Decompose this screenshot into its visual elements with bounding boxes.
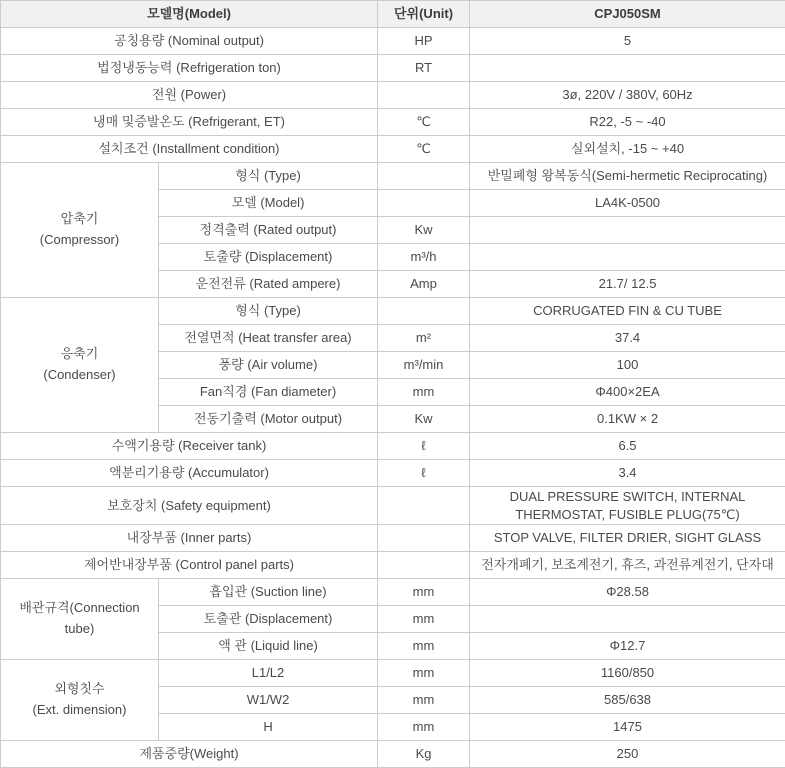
unit-cell: ℃	[378, 109, 470, 136]
table-row	[1, 163, 785, 190]
spec-label-cell: 제어반내장부품 (Control panel parts)	[1, 552, 378, 579]
section-subtitle: (Condenser)	[5, 365, 154, 386]
header-model-cell: 모델명(Model)	[1, 1, 378, 28]
table-row	[1, 82, 785, 109]
section-cell-ext-dimension	[1, 660, 159, 741]
value-cell: 전자개폐기, 보조계전기, 휴즈, 과전류계전기, 단자대	[470, 552, 785, 579]
table-row	[1, 433, 785, 460]
value-cell: R22, -5 ~ -40	[470, 109, 785, 136]
spec-label-cell: 토출량 (Displacement)	[159, 244, 378, 271]
value-cell	[470, 606, 785, 633]
spec-label-cell: 형식 (Type)	[159, 163, 378, 190]
value-cell: 37.4	[470, 325, 785, 352]
value-cell: DUAL PRESSURE SWITCH, INTERNAL THERMOSTAT, FUSIBLE PLUG(75℃)	[470, 487, 785, 525]
spec-label-cell: 운전전류 (Rated ampere)	[159, 271, 378, 298]
section-title: 응축기	[5, 344, 154, 365]
spec-label-cell: 형식 (Type)	[159, 298, 378, 325]
value-cell: 250	[470, 741, 785, 768]
unit-cell	[378, 525, 470, 552]
value-cell: 3.4	[470, 460, 785, 487]
unit-cell: m³/h	[378, 244, 470, 271]
value-cell: 1475	[470, 714, 785, 741]
unit-cell: Kw	[378, 406, 470, 433]
spec-label-cell: L1/L2	[159, 660, 378, 687]
spec-label-cell: 냉매 및증발온도 (Refrigerant, ET)	[1, 109, 378, 136]
unit-cell: Amp	[378, 271, 470, 298]
value-cell: Φ400×2EA	[470, 379, 785, 406]
spec-label-cell: 전원 (Power)	[1, 82, 378, 109]
table-row	[1, 552, 785, 579]
unit-cell: RT	[378, 55, 470, 82]
header-unit-cell: 단위(Unit)	[378, 1, 470, 28]
value-cell: 실외설치, -15 ~ +40	[470, 136, 785, 163]
table-row	[1, 109, 785, 136]
unit-cell: mm	[378, 660, 470, 687]
unit-cell: mm	[378, 579, 470, 606]
header-value-cell: CPJ050SM	[470, 1, 785, 28]
unit-cell	[378, 487, 470, 525]
spec-label-cell: 법정냉동능력 (Refrigeration ton)	[1, 55, 378, 82]
table-row	[1, 741, 785, 768]
unit-cell: ℓ	[378, 433, 470, 460]
spec-label-cell: 수액기용량 (Receiver tank)	[1, 433, 378, 460]
value-cell: Φ28.58	[470, 579, 785, 606]
value-cell: 6.5	[470, 433, 785, 460]
table-row	[1, 136, 785, 163]
spec-label-cell: 모델 (Model)	[159, 190, 378, 217]
value-cell: Φ12.7	[470, 633, 785, 660]
unit-cell: Kw	[378, 217, 470, 244]
table-row	[1, 487, 785, 525]
value-cell	[470, 244, 785, 271]
value-cell: LA4K-0500	[470, 190, 785, 217]
spec-label-cell: 액분리기용량 (Accumulator)	[1, 460, 378, 487]
spec-label-cell: 공칭용량 (Nominal output)	[1, 28, 378, 55]
value-cell: 3ø, 220V / 380V, 60Hz	[470, 82, 785, 109]
section-title: 배관규격(Connection	[5, 598, 154, 619]
table-row	[1, 660, 785, 687]
unit-cell: ℓ	[378, 460, 470, 487]
spec-label-cell: 흡입관 (Suction line)	[159, 579, 378, 606]
table-row	[1, 579, 785, 606]
value-cell: 1160/850	[470, 660, 785, 687]
table-row	[1, 525, 785, 552]
value-cell: CORRUGATED FIN & CU TUBE	[470, 298, 785, 325]
unit-cell: mm	[378, 687, 470, 714]
unit-cell: mm	[378, 379, 470, 406]
unit-cell: m³/min	[378, 352, 470, 379]
spec-label-cell: H	[159, 714, 378, 741]
spec-label-cell: 토출관 (Displacement)	[159, 606, 378, 633]
spec-label-cell: 풍량 (Air volume)	[159, 352, 378, 379]
table-row	[1, 298, 785, 325]
section-cell-condenser	[1, 298, 159, 433]
spec-label-cell: 제품중량(Weight)	[1, 741, 378, 768]
section-subtitle: tube)	[5, 619, 154, 640]
value-cell: 반밀폐형 왕복동식(Semi-hermetic Reciprocating)	[470, 163, 785, 190]
section-subtitle: (Compressor)	[5, 230, 154, 251]
spec-label-cell: 설치조건 (Installment condition)	[1, 136, 378, 163]
header-row	[1, 1, 785, 28]
spec-label-cell: 액 관 (Liquid line)	[159, 633, 378, 660]
unit-cell	[378, 163, 470, 190]
section-title: 외형칫수	[5, 679, 154, 700]
unit-cell: HP	[378, 28, 470, 55]
section-subtitle: (Ext. dimension)	[5, 700, 154, 721]
table-row	[1, 55, 785, 82]
unit-cell	[378, 190, 470, 217]
section-cell-compressor	[1, 163, 159, 298]
unit-cell: mm	[378, 606, 470, 633]
unit-cell: ℃	[378, 136, 470, 163]
unit-cell	[378, 298, 470, 325]
value-cell: 0.1KW × 2	[470, 406, 785, 433]
unit-cell	[378, 82, 470, 109]
value-cell: 585/638	[470, 687, 785, 714]
spec-label-cell: 전열면적 (Heat transfer area)	[159, 325, 378, 352]
value-cell	[470, 217, 785, 244]
table-row	[1, 28, 785, 55]
spec-label-cell: 정격출력 (Rated output)	[159, 217, 378, 244]
spec-label-cell: 내장부품 (Inner parts)	[1, 525, 378, 552]
spec-label-cell: 보호장치 (Safety equipment)	[1, 487, 378, 525]
spec-label-cell: 전동기출력 (Motor output)	[159, 406, 378, 433]
value-cell: 21.7/ 12.5	[470, 271, 785, 298]
spec-label-cell: W1/W2	[159, 687, 378, 714]
section-cell-connection-tube	[1, 579, 159, 660]
unit-cell: mm	[378, 633, 470, 660]
spec-label-cell: Fan직경 (Fan diameter)	[159, 379, 378, 406]
unit-cell: m²	[378, 325, 470, 352]
section-title: 압축기	[5, 209, 154, 230]
unit-cell: mm	[378, 714, 470, 741]
unit-cell: Kg	[378, 741, 470, 768]
value-cell: STOP VALVE, FILTER DRIER, SIGHT GLASS	[470, 525, 785, 552]
value-cell: 100	[470, 352, 785, 379]
unit-cell	[378, 552, 470, 579]
value-cell: 5	[470, 28, 785, 55]
value-cell	[470, 55, 785, 82]
table-row	[1, 460, 785, 487]
